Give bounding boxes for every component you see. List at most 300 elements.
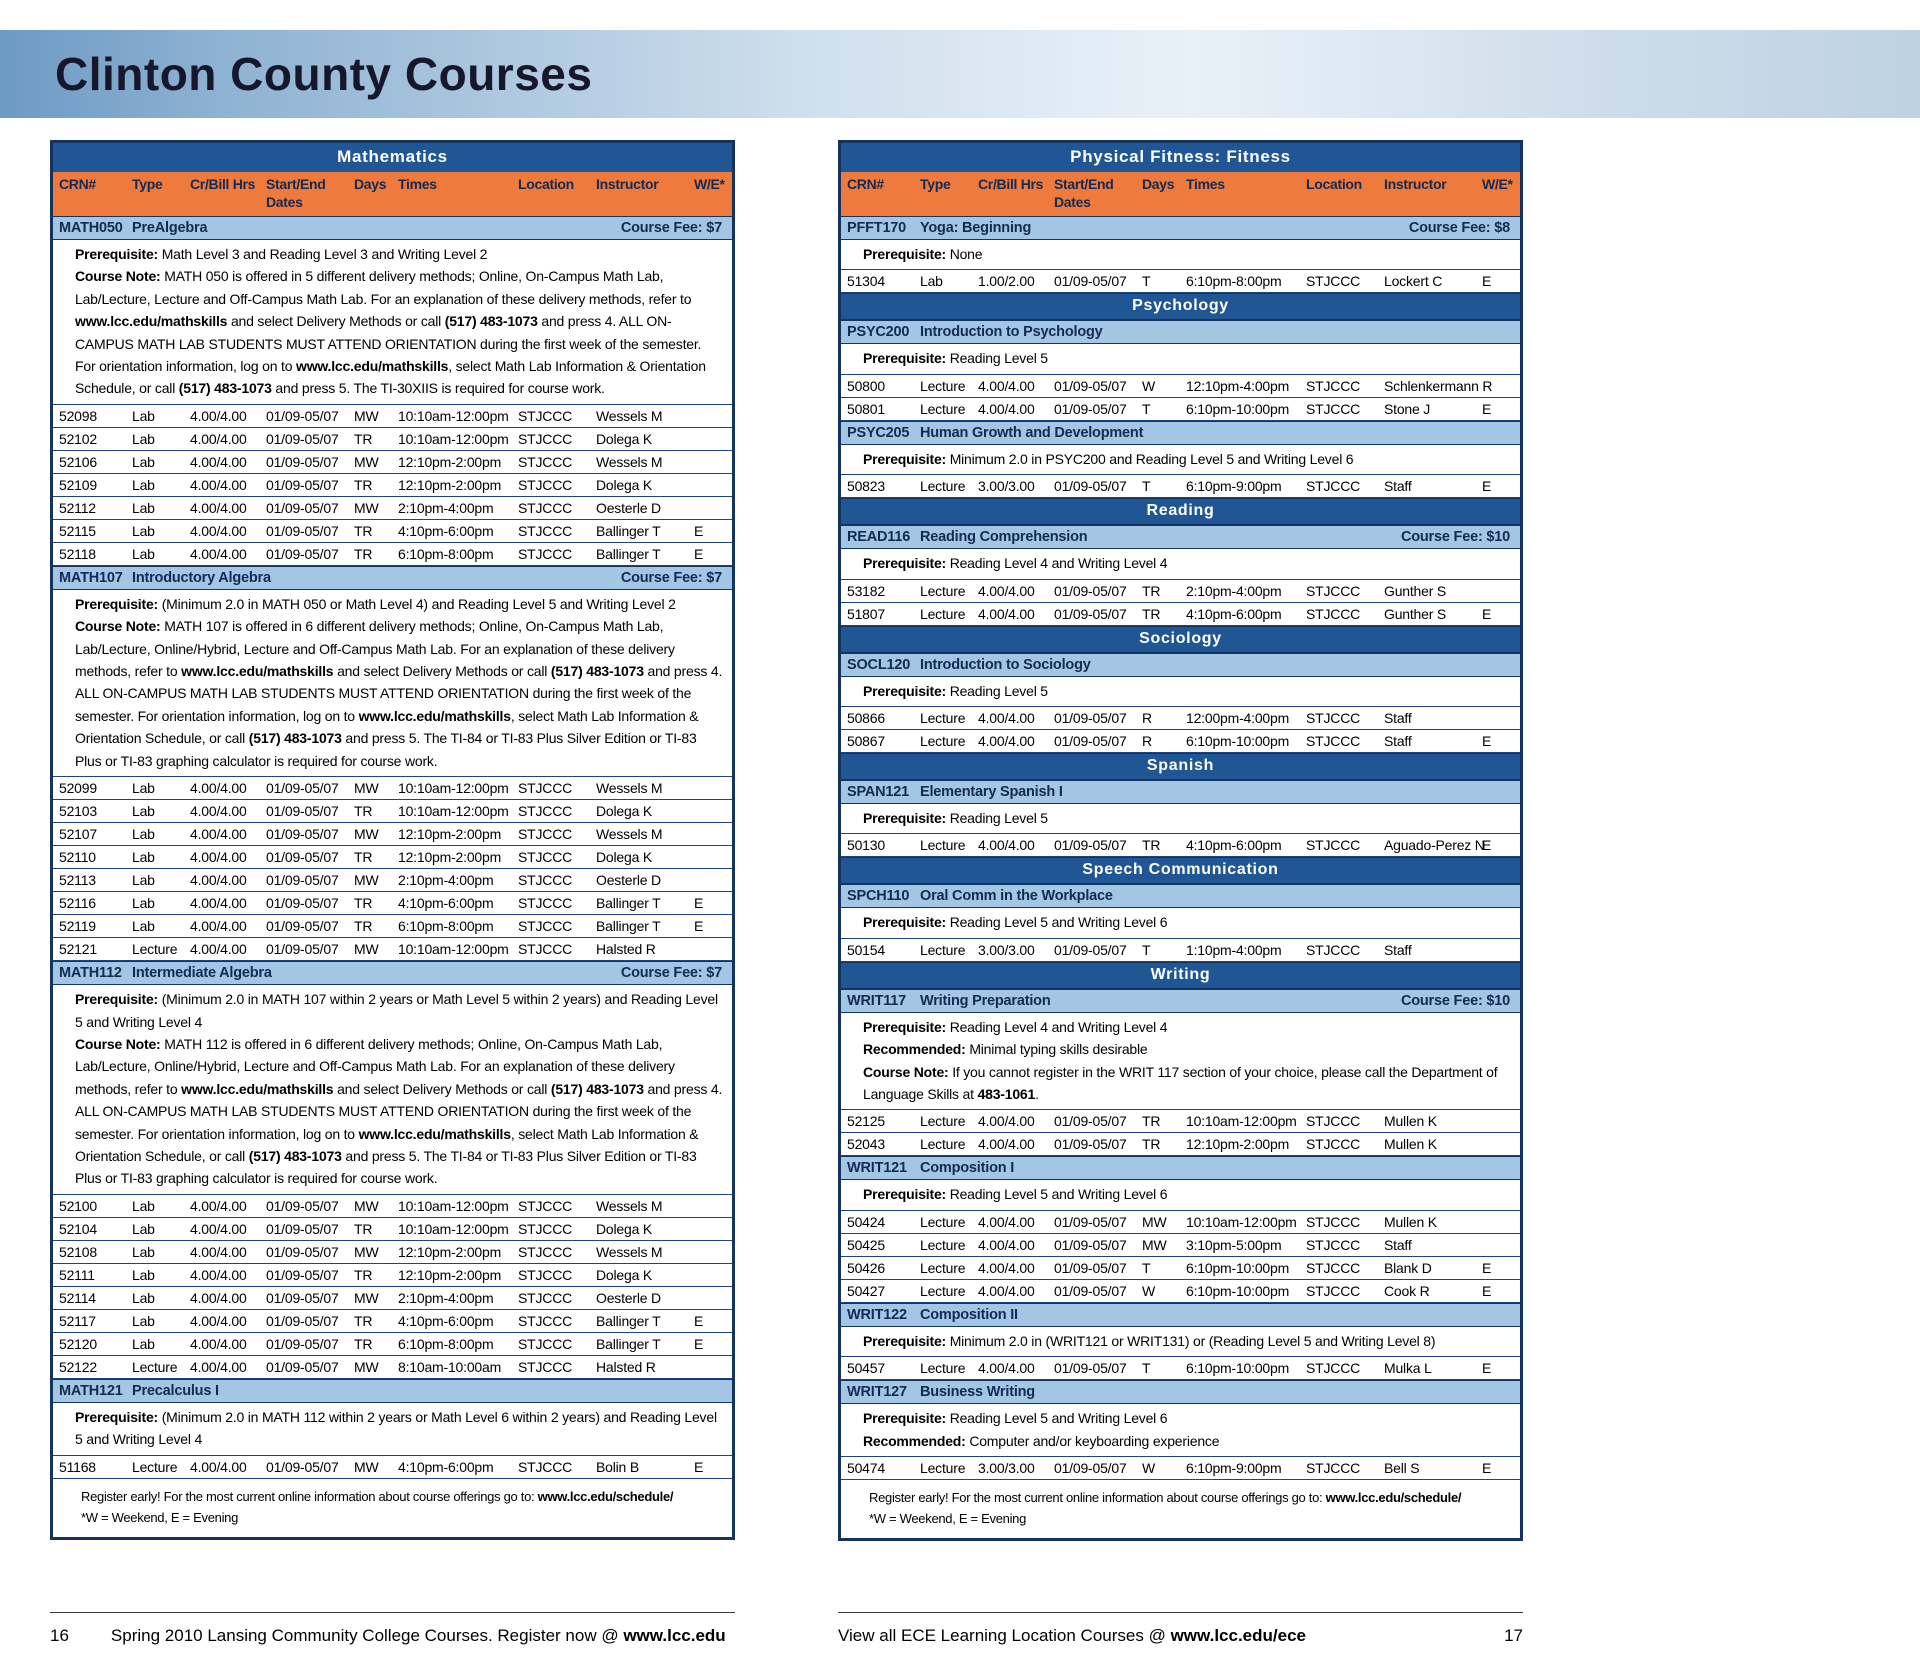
cell-days: MW [354, 1289, 379, 1306]
cell-cr-bill-hrs: 4.00/4.00 [190, 522, 247, 539]
course-code: PSYC205 [847, 424, 910, 441]
cell-times: 12:00pm-4:00pm [1186, 710, 1290, 727]
cell-days: MW [354, 941, 379, 958]
cell-start-end-dates: 01/09-05/07 [1054, 1136, 1127, 1153]
course-name: Oral Comm in the Workplace [920, 888, 1113, 905]
cell-crn: 52116 [59, 895, 96, 912]
cell-days: W [1142, 377, 1156, 394]
course-note-prerequisite: Prerequisite: Minimum 2.0 in PSYC200 and Reading Level 5 and Writing Level 6 [863, 450, 1354, 467]
section-row [53, 1241, 732, 1264]
section-row [53, 938, 732, 961]
cell-times: 8:10am-10:00am [398, 1358, 502, 1375]
section-row [53, 1218, 732, 1241]
course-name: Business Writing [920, 1384, 1035, 1401]
cell-location: STJCCC [518, 499, 573, 516]
cell-days: R [1142, 710, 1152, 727]
section-row [53, 1333, 732, 1356]
cell-cr-bill-hrs: 4.00/4.00 [978, 1236, 1035, 1253]
cell-we-flag: E [694, 1312, 704, 1329]
course-note-prerequisite: Prerequisite: Minimum 2.0 in (WRIT121 or WRIT131) or (Reading Level 5 and Writing Level 8) [863, 1332, 1436, 1349]
cell-type: Lab [132, 499, 155, 516]
cell-days: TR [354, 476, 373, 493]
cell-start-end-dates: 01/09-05/07 [266, 849, 339, 866]
cell-cr-bill-hrs: 4.00/4.00 [978, 605, 1035, 622]
column-header-cr-bill-hrs: Cr/Bill Hrs [190, 176, 256, 192]
subject-header: Spanish [841, 753, 1520, 780]
cell-start-end-dates: 01/09-05/07 [1054, 377, 1127, 394]
cell-crn: 50801 [847, 400, 885, 417]
cell-crn: 52043 [847, 1136, 885, 1153]
cell-start-end-dates: 01/09-05/07 [266, 1243, 339, 1260]
cell-we-flag: E [694, 895, 704, 912]
cell-times: 6:10pm-10:00pm [1186, 1282, 1290, 1299]
course-note-prerequisite: Prerequisite: Reading Level 5 and Writing Level 6 [863, 1186, 1168, 1203]
course-note-coursenote: Course Note: If you cannot register in the WRIT 117 section of your choice, please call the Department of Language Skills at 483-1061. [863, 1063, 1498, 1103]
cell-times: 4:10pm-6:00pm [398, 1312, 494, 1329]
cell-instructor: Wessels M [596, 407, 663, 424]
cell-crn: 50130 [847, 837, 885, 854]
cell-instructor: Staff [1384, 710, 1412, 727]
cell-cr-bill-hrs: 4.00/4.00 [190, 1458, 247, 1475]
cell-instructor: Blank D [1384, 1259, 1432, 1276]
course-fee: Course Fee: $7 [620, 569, 722, 586]
course-note-prerequisite: Prerequisite: Reading Level 5 [863, 350, 1048, 367]
section-row [841, 603, 1520, 626]
section-row [53, 823, 732, 846]
column-header-cr-bill-hrs: Cr/Bill Hrs [978, 176, 1044, 192]
cell-times: 4:10pm-6:00pm [1186, 837, 1282, 854]
cell-times: 4:10pm-6:00pm [398, 1458, 494, 1475]
cell-times: 2:10pm-4:00pm [398, 872, 494, 889]
cell-location: STJCCC [518, 895, 573, 912]
cell-type: Lecture [920, 733, 966, 750]
cell-start-end-dates: 01/09-05/07 [266, 780, 339, 797]
cell-we-flag: E [1482, 273, 1492, 290]
cell-location: STJCCC [518, 1358, 573, 1375]
cell-type: Lab [132, 918, 155, 935]
legend-text: *W = Weekend, E = Evening [869, 1511, 1027, 1527]
column-header-times: Times [1186, 176, 1225, 192]
cell-location: STJCCC [1306, 400, 1361, 417]
cell-crn: 50866 [847, 710, 885, 727]
cell-type: Lecture [920, 582, 966, 599]
cell-days: TR [354, 1220, 373, 1237]
column-header-days: Days [1142, 176, 1175, 192]
cell-type: Lecture [920, 400, 966, 417]
cell-days: W [1142, 1460, 1156, 1477]
course-header [841, 1156, 1520, 1180]
cell-cr-bill-hrs: 4.00/4.00 [190, 1266, 247, 1283]
course-header [841, 653, 1520, 677]
cell-days: T [1142, 478, 1151, 495]
cell-we-flag: E [694, 1335, 704, 1352]
cell-location: STJCCC [1306, 377, 1361, 394]
cell-location: STJCCC [1306, 582, 1361, 599]
cell-type: Lecture [920, 1236, 966, 1253]
cell-cr-bill-hrs: 4.00/4.00 [978, 377, 1035, 394]
cell-times: 6:10pm-10:00pm [1186, 400, 1290, 417]
cell-instructor: Mulka L [1384, 1360, 1432, 1377]
legend-text: *W = Weekend, E = Evening [81, 1509, 239, 1525]
cell-location: STJCCC [518, 941, 573, 958]
cell-instructor: Dolega K [596, 476, 652, 493]
course-name: Introductory Algebra [132, 569, 271, 586]
cell-cr-bill-hrs: 4.00/4.00 [190, 872, 247, 889]
section-row [53, 1310, 732, 1333]
cell-cr-bill-hrs: 4.00/4.00 [978, 1136, 1035, 1153]
cell-location: STJCCC [518, 545, 573, 562]
table-title: Mathematics [53, 143, 732, 172]
cell-we-flag: E [694, 1458, 704, 1475]
cell-location: STJCCC [1306, 1460, 1361, 1477]
page-banner [0, 30, 1920, 118]
cell-crn: 51168 [59, 1458, 96, 1475]
cell-instructor: Cook R [1384, 1282, 1430, 1299]
cell-times: 10:10am-12:00pm [398, 1220, 509, 1237]
cell-times: 12:10pm-2:00pm [398, 849, 502, 866]
cell-instructor: Wessels M [596, 780, 663, 797]
cell-cr-bill-hrs: 4.00/4.00 [190, 453, 247, 470]
cell-start-end-dates: 01/09-05/07 [1054, 582, 1127, 599]
cell-type: Lecture [132, 1358, 178, 1375]
cell-type: Lab [132, 1266, 155, 1283]
cell-location: STJCCC [518, 1243, 573, 1260]
cell-instructor: Ballinger T [596, 895, 661, 912]
section-row [53, 1356, 732, 1379]
cell-we-flag: E [1482, 605, 1492, 622]
course-note-recommended: Recommended: Minimal typing skills desirable [863, 1041, 1148, 1058]
course-name: Elementary Spanish I [920, 784, 1063, 801]
cell-location: STJCCC [1306, 1259, 1361, 1276]
cell-days: TR [1142, 837, 1161, 854]
cell-cr-bill-hrs: 4.00/4.00 [978, 710, 1035, 727]
cell-type: Lab [132, 1335, 155, 1352]
course-fee: Course Fee: $10 [1400, 529, 1510, 546]
course-code: WRIT117 [847, 992, 907, 1009]
cell-cr-bill-hrs: 4.00/4.00 [190, 1197, 247, 1214]
cell-start-end-dates: 01/09-05/07 [1054, 1282, 1127, 1299]
cell-start-end-dates: 01/09-05/07 [266, 407, 339, 424]
cell-cr-bill-hrs: 4.00/4.00 [190, 1289, 247, 1306]
section-row [841, 1280, 1520, 1303]
cell-instructor: Bolin B [596, 1458, 639, 1475]
footer-left-text [111, 1626, 726, 1646]
cell-days: TR [354, 1335, 373, 1352]
cell-start-end-dates: 01/09-05/07 [266, 803, 339, 820]
section-row [53, 405, 732, 428]
cell-crn: 52099 [59, 780, 97, 797]
cell-cr-bill-hrs: 4.00/4.00 [190, 1220, 247, 1237]
cell-start-end-dates: 01/09-05/07 [1054, 837, 1127, 854]
section-row [53, 474, 732, 497]
cell-times: 12:10pm-2:00pm [398, 476, 502, 493]
course-fee: Course Fee: $7 [620, 220, 722, 236]
cell-instructor: Wessels M [596, 1197, 663, 1214]
cell-crn: 52113 [59, 872, 96, 889]
cell-days: TR [1142, 582, 1161, 599]
section-row [841, 939, 1520, 962]
cell-instructor: Ballinger T [596, 1312, 661, 1329]
cell-crn: 50474 [847, 1460, 885, 1477]
cell-location: STJCCC [518, 430, 573, 447]
section-row [53, 428, 732, 451]
course-notes [841, 445, 1520, 475]
course-code: MATH121 [59, 1382, 123, 1399]
cell-start-end-dates: 01/09-05/07 [266, 1312, 339, 1329]
course-code: WRIT127 [847, 1384, 907, 1401]
cell-days: MW [354, 407, 379, 424]
footer-right-url: www.lcc.edu/ece [1170, 1626, 1306, 1645]
cell-instructor: Wessels M [596, 453, 663, 470]
cell-crn: 50425 [847, 1236, 885, 1253]
column-header-start-end-dates: Start/End Dates [266, 176, 326, 210]
cell-cr-bill-hrs: 4.00/4.00 [190, 1358, 247, 1375]
course-note-coursenote: Course Note: MATH 050 is offered in 5 different delivery methods; Online, On-Campus Math Lab, Lab/Lecture, Lecture and Off-Campus Math Lab. For an explanation of these delivery methods, refer to www.lcc.edu/mathskills and select Delivery Methods or call (517) 483-1073 and press 4. ALL ON-CAMPUS MATH LAB STUDENTS MUST ATTEND ORIENTATION during the first week of the semester. For orientation information, log on to www.lcc.edu/mathskills, select Math Lab Information & Orientation Schedule, or call (517) 483-1073 and press 5. The TI-30XIIS is required for course work. [75, 268, 706, 397]
column-header-row [841, 172, 1520, 216]
cell-instructor: Halsted R [596, 1358, 656, 1375]
cell-type: Lab [132, 522, 155, 539]
cell-days: TR [1142, 1113, 1161, 1130]
cell-location: STJCCC [1306, 1213, 1361, 1230]
cell-days: T [1142, 1360, 1151, 1377]
section-row [53, 915, 732, 938]
cell-times: 12:10pm-4:00pm [1186, 377, 1290, 394]
cell-start-end-dates: 01/09-05/07 [266, 895, 339, 912]
cell-start-end-dates: 01/09-05/07 [1054, 605, 1127, 622]
course-header [841, 421, 1520, 445]
cell-location: STJCCC [1306, 941, 1361, 958]
course-code: MATH112 [59, 965, 122, 982]
section-row [53, 846, 732, 869]
course-name: Introduction to Sociology [920, 656, 1091, 673]
section-row [841, 707, 1520, 730]
cell-cr-bill-hrs: 3.00/3.00 [978, 1460, 1035, 1477]
cell-location: STJCCC [1306, 1113, 1361, 1130]
course-header [841, 1380, 1520, 1404]
column-header-location: Location [518, 176, 574, 192]
course-notes [841, 1327, 1520, 1357]
cell-location: STJCCC [518, 407, 573, 424]
cell-type: Lab [132, 780, 155, 797]
cell-location: STJCCC [1306, 1236, 1361, 1253]
course-code: PSYC200 [847, 324, 910, 341]
cell-times: 2:10pm-4:00pm [398, 1289, 494, 1306]
cell-times: 10:10am-12:00pm [398, 1197, 509, 1214]
cell-crn: 50800 [847, 377, 885, 394]
cell-instructor: Dolega K [596, 1220, 652, 1237]
section-row [53, 497, 732, 520]
cell-days: TR [1142, 605, 1161, 622]
cell-we-flag: E [1482, 1460, 1492, 1477]
section-row [53, 869, 732, 892]
cell-type: Lecture [920, 1360, 966, 1377]
cell-crn: 52103 [59, 803, 97, 820]
cell-start-end-dates: 01/09-05/07 [266, 826, 339, 843]
column-header-instructor: Instructor [596, 176, 659, 192]
cell-crn: 50426 [847, 1259, 885, 1276]
cell-days: MW [1142, 1213, 1167, 1230]
cell-times: 2:10pm-4:00pm [1186, 582, 1282, 599]
column-header-days: Days [354, 176, 387, 192]
course-header [841, 780, 1520, 804]
cell-days: MW [354, 1358, 379, 1375]
cell-start-end-dates: 01/09-05/07 [1054, 1360, 1127, 1377]
column-header-type: Type [132, 176, 163, 192]
cell-start-end-dates: 01/09-05/07 [1054, 478, 1127, 495]
cell-start-end-dates: 01/09-05/07 [266, 476, 339, 493]
cell-start-end-dates: 01/09-05/07 [266, 872, 339, 889]
course-notes [53, 590, 732, 777]
column-header-crn: CRN# [59, 176, 96, 192]
cell-times: 12:10pm-2:00pm [398, 1243, 502, 1260]
cell-days: TR [354, 430, 373, 447]
cell-crn: 51807 [847, 605, 885, 622]
cell-times: 10:10am-12:00pm [398, 430, 509, 447]
cell-cr-bill-hrs: 4.00/4.00 [190, 1312, 247, 1329]
column-header-location: Location [1306, 176, 1362, 192]
course-notes [841, 1013, 1520, 1111]
course-code: SPCH110 [847, 888, 910, 905]
course-header [53, 961, 732, 985]
cell-start-end-dates: 01/09-05/07 [266, 1335, 339, 1352]
course-header [53, 566, 732, 590]
cell-location: STJCCC [1306, 1136, 1361, 1153]
cell-we-flag: E [1482, 837, 1492, 854]
cell-crn: 50154 [847, 941, 885, 958]
cell-times: 10:10am-12:00pm [1186, 1113, 1297, 1130]
cell-type: Lab [132, 1243, 155, 1260]
cell-cr-bill-hrs: 4.00/4.00 [190, 476, 247, 493]
course-code: READ116 [847, 529, 911, 546]
cell-type: Lecture [920, 1282, 966, 1299]
cell-instructor: Halsted R [596, 941, 656, 958]
course-notes [841, 1180, 1520, 1210]
cell-instructor: Dolega K [596, 849, 652, 866]
cell-start-end-dates: 01/09-05/07 [266, 453, 339, 470]
cell-cr-bill-hrs: 4.00/4.00 [978, 1282, 1035, 1299]
cell-start-end-dates: 01/09-05/07 [266, 545, 339, 562]
cell-instructor: Ballinger T [596, 522, 661, 539]
course-name: Composition I [920, 1160, 1015, 1177]
cell-location: STJCCC [1306, 733, 1361, 750]
course-notes [841, 344, 1520, 374]
subject-header: Reading [841, 498, 1520, 525]
section-row [841, 1211, 1520, 1234]
cell-start-end-dates: 01/09-05/07 [266, 1197, 339, 1214]
section-row [841, 1257, 1520, 1280]
cell-times: 10:10am-12:00pm [398, 941, 509, 958]
table-title: Physical Fitness: Fitness [841, 143, 1520, 172]
cell-start-end-dates: 01/09-05/07 [1054, 1113, 1127, 1130]
cell-cr-bill-hrs: 4.00/4.00 [190, 941, 247, 958]
cell-times: 6:10pm-8:00pm [398, 918, 494, 935]
cell-cr-bill-hrs: 4.00/4.00 [190, 803, 247, 820]
section-row [841, 1234, 1520, 1257]
page-footer [50, 1612, 1523, 1646]
cell-type: Lab [132, 1220, 155, 1237]
cell-type: Lab [132, 872, 155, 889]
cell-instructor: Gunther S [1384, 582, 1447, 599]
cell-times: 6:10pm-8:00pm [398, 1335, 494, 1352]
cell-crn: 53182 [847, 582, 885, 599]
cell-crn: 52102 [59, 430, 97, 447]
cell-instructor: Dolega K [596, 803, 652, 820]
course-note-prerequisite: Prerequisite: (Minimum 2.0 in MATH 107 within 2 years or Math Level 5 within 2 years) and Reading Level 5 and Writing Level 4 [75, 991, 718, 1030]
cell-crn: 52114 [59, 1289, 96, 1306]
cell-days: T [1142, 273, 1151, 290]
course-name: Precalculus I [132, 1382, 219, 1399]
cell-instructor: Stone J [1384, 400, 1431, 417]
cell-we-flag: E [1482, 1282, 1492, 1299]
cell-crn: 52117 [59, 1312, 96, 1329]
cell-days: TR [354, 1266, 373, 1283]
cell-crn: 52120 [59, 1335, 97, 1352]
cell-crn: 50424 [847, 1213, 885, 1230]
cell-cr-bill-hrs: 4.00/4.00 [978, 1259, 1035, 1276]
cell-cr-bill-hrs: 4.00/4.00 [190, 849, 247, 866]
section-row [53, 1456, 732, 1479]
cell-crn: 52122 [59, 1358, 97, 1375]
cell-days: TR [354, 803, 373, 820]
cell-cr-bill-hrs: 4.00/4.00 [190, 499, 247, 516]
section-row [841, 1357, 1520, 1380]
cell-instructor: Oesterle D [596, 499, 661, 516]
cell-days: MW [354, 780, 379, 797]
course-header [841, 1303, 1520, 1327]
cell-crn: 52098 [59, 407, 97, 424]
cell-times: 3:10pm-5:00pm [1186, 1236, 1282, 1253]
cell-we-flag: E [1482, 400, 1492, 417]
cell-location: STJCCC [518, 1335, 573, 1352]
course-fee: Course Fee: $7 [620, 965, 722, 982]
cell-days: R [1142, 733, 1152, 750]
cell-days: MW [1142, 1236, 1167, 1253]
cell-we-flag: E [1482, 1259, 1492, 1276]
cell-days: MW [354, 453, 379, 470]
cell-location: STJCCC [518, 803, 573, 820]
cell-we-flag: E [694, 545, 704, 562]
cell-type: Lecture [920, 941, 966, 958]
cell-cr-bill-hrs: 4.00/4.00 [978, 582, 1035, 599]
course-notes [841, 1404, 1520, 1457]
cell-times: 10:10am-12:00pm [398, 407, 509, 424]
cell-instructor: Oesterle D [596, 1289, 661, 1306]
course-notes [841, 908, 1520, 938]
cell-days: MW [354, 826, 379, 843]
course-name: Composition II [920, 1306, 1018, 1323]
cell-location: STJCCC [518, 872, 573, 889]
cell-location: STJCCC [518, 1289, 573, 1306]
cell-type: Lab [132, 1289, 155, 1306]
cell-type: Lab [132, 545, 155, 562]
course-note-prerequisite: Prerequisite: Reading Level 5 [863, 810, 1048, 827]
cell-crn: 52100 [59, 1197, 97, 1214]
course-header [53, 1379, 732, 1403]
cell-location: STJCCC [1306, 478, 1361, 495]
cell-location: STJCCC [1306, 710, 1361, 727]
cell-crn: 52108 [59, 1243, 97, 1260]
cell-times: 10:10am-12:00pm [398, 780, 509, 797]
cell-days: TR [354, 1312, 373, 1329]
cell-type: Lecture [920, 478, 966, 495]
section-row [841, 270, 1520, 293]
cell-cr-bill-hrs: 4.00/4.00 [978, 400, 1035, 417]
cell-times: 4:10pm-6:00pm [398, 895, 494, 912]
cell-start-end-dates: 01/09-05/07 [1054, 273, 1127, 290]
subject-header: Writing [841, 962, 1520, 989]
cell-instructor: Ballinger T [596, 545, 661, 562]
cell-location: STJCCC [518, 849, 573, 866]
